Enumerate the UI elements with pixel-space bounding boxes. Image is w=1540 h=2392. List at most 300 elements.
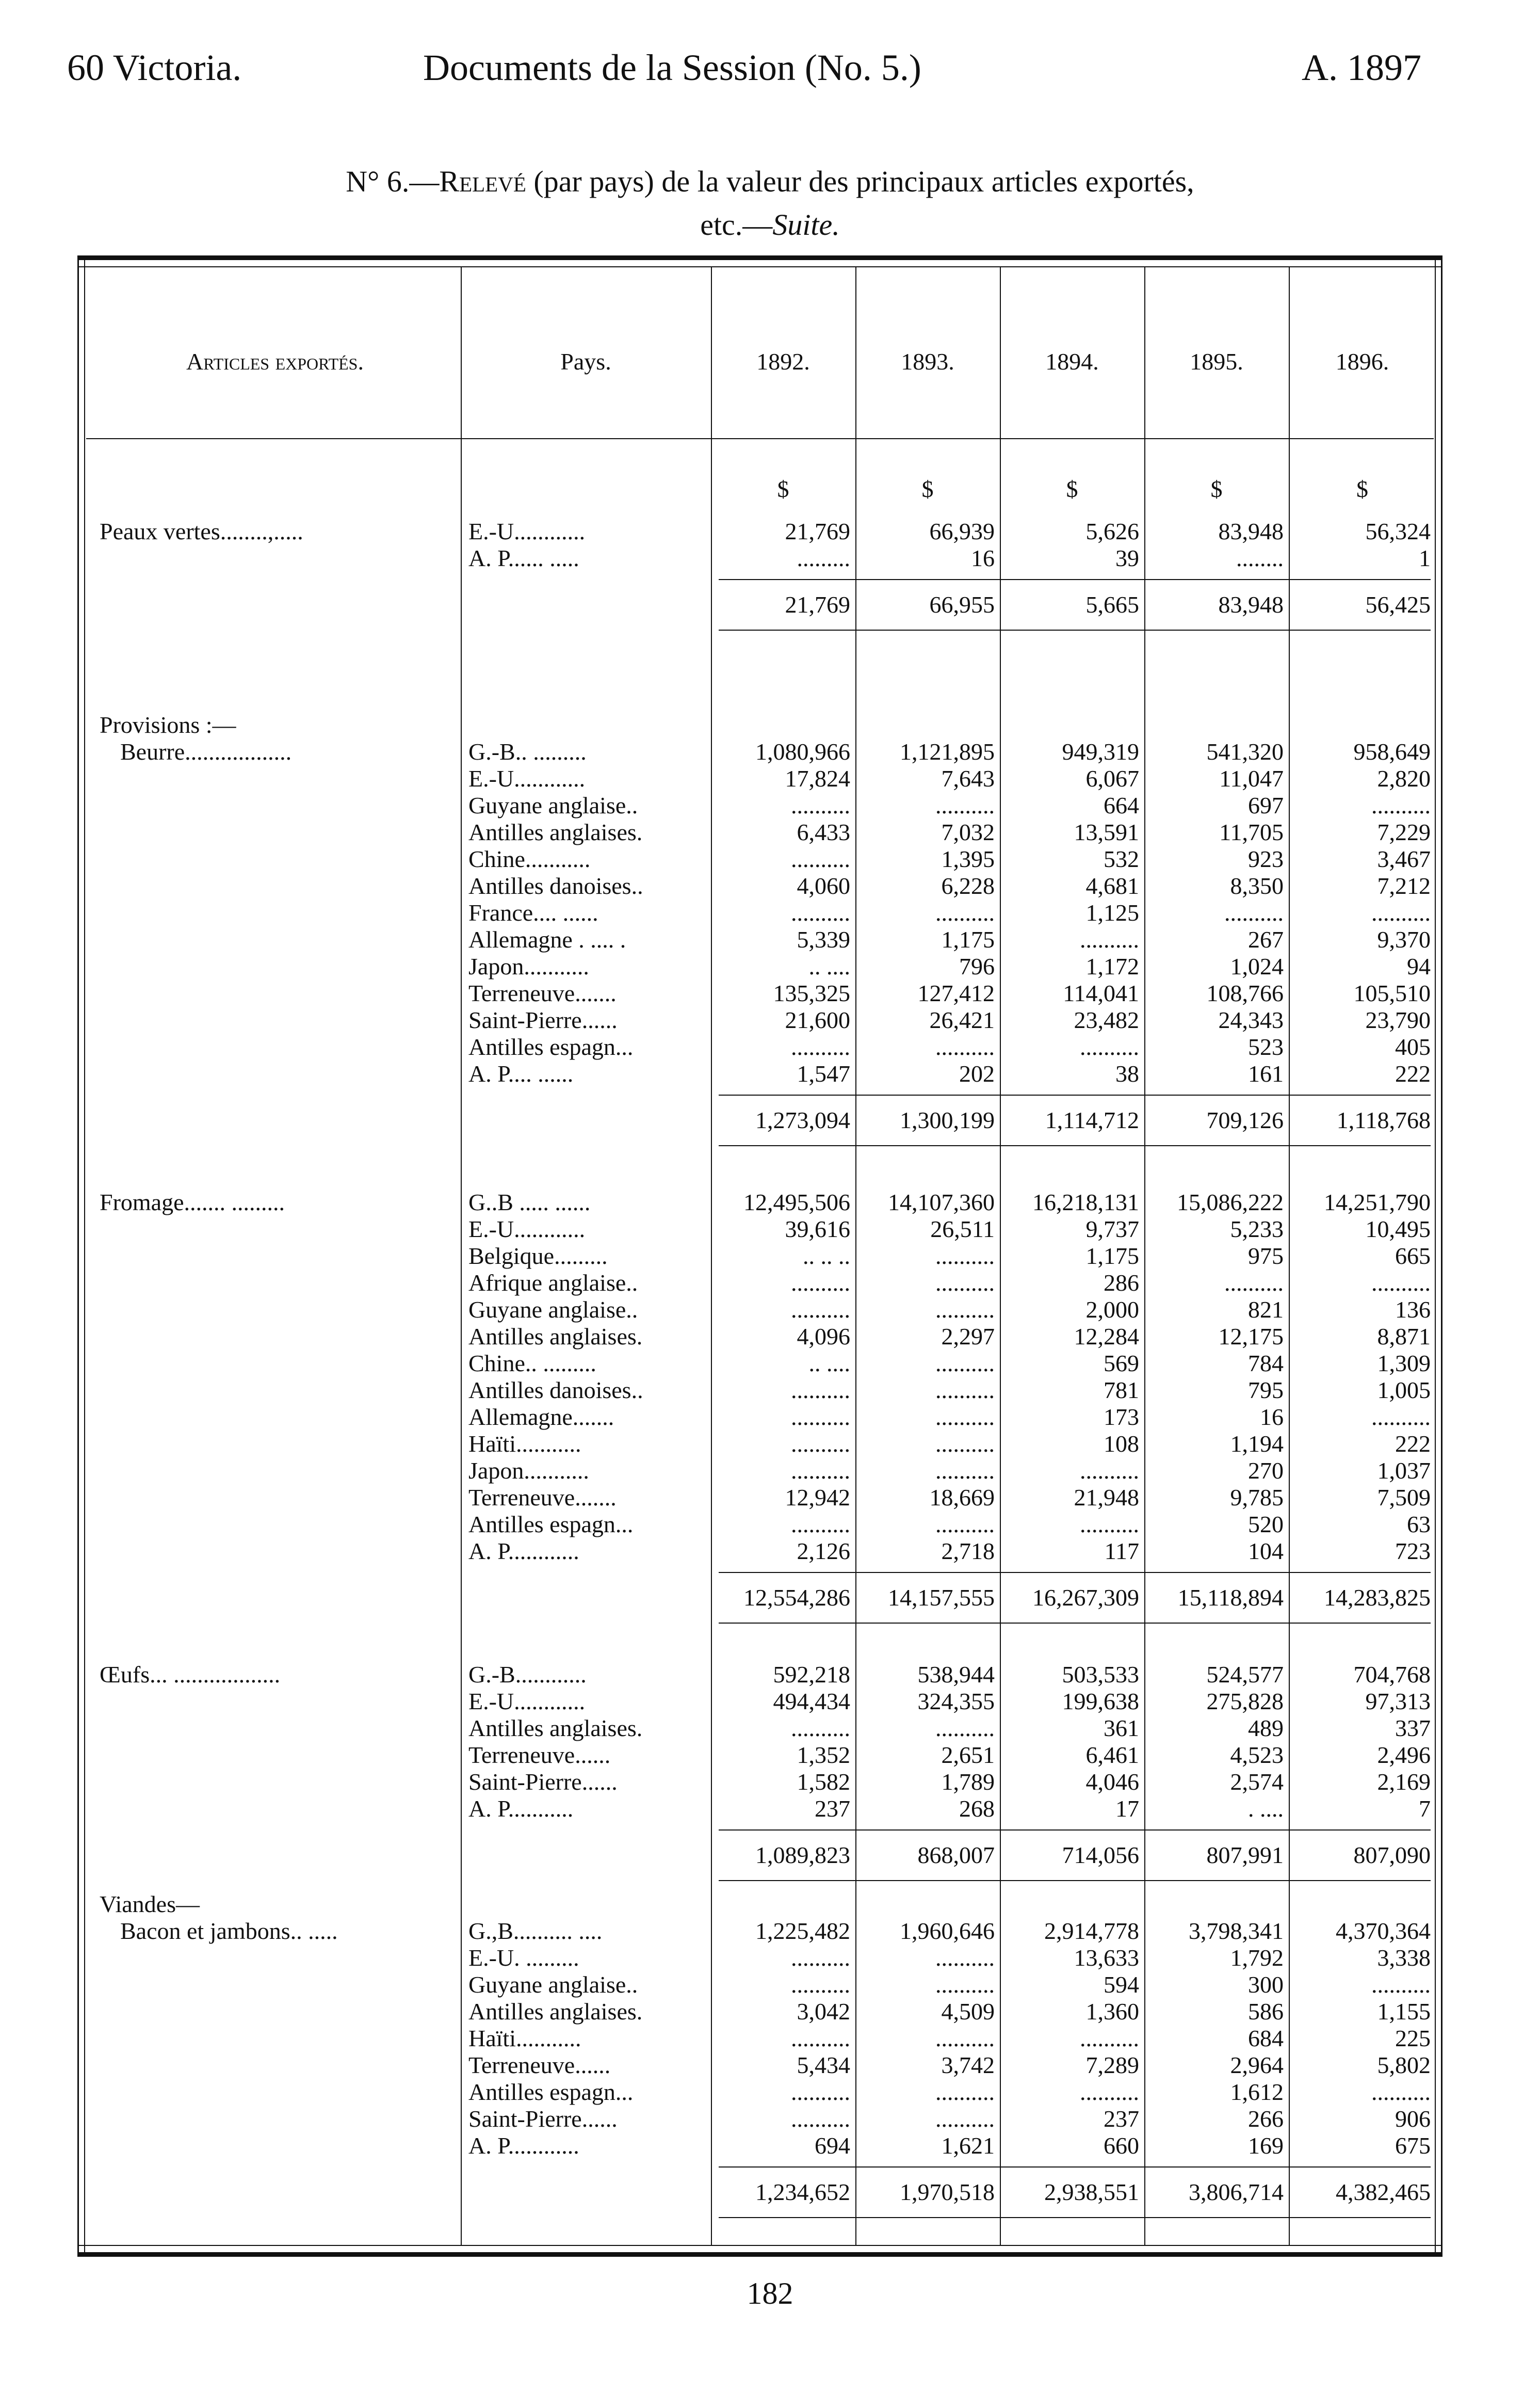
country-cell: Terreneuve....... <box>468 1484 617 1511</box>
country-cell: Japon........... <box>468 1457 589 1484</box>
country-cell: Terreneuve...... <box>468 1742 611 1768</box>
value-cell: 1,005 <box>1377 1377 1431 1403</box>
header-session-year: 60 Victoria. <box>67 47 242 88</box>
title-line2a: etc.— <box>700 208 773 242</box>
value-cell: 94 <box>1407 953 1431 980</box>
value-cell: 12,942 <box>785 1484 850 1511</box>
value-cell: 2,496 <box>1377 1742 1431 1768</box>
value-cell: .......... <box>935 1511 995 1537</box>
value-cell: 6,433 <box>797 819 850 845</box>
value-cell: .......... <box>1371 1270 1431 1296</box>
country-cell: Saint-Pierre...... <box>468 2106 618 2132</box>
country-cell: A. P........... <box>468 1795 574 1822</box>
country-cell: E.-U............ <box>468 1688 586 1714</box>
value-cell: .......... <box>791 1431 850 1457</box>
value-cell: 1,225,482 <box>755 1918 850 1944</box>
country-cell: Saint-Pierre...... <box>468 1007 618 1033</box>
country-cell: Saint-Pierre...... <box>468 1769 618 1795</box>
value-cell: 7,643 <box>941 765 995 792</box>
country-cell: Antilles danoises.. <box>468 873 643 899</box>
subtotal-rule <box>719 579 1431 580</box>
value-cell: 2,820 <box>1377 765 1431 792</box>
value-cell: 18,669 <box>929 1484 995 1511</box>
value-cell: 503,533 <box>1062 1661 1139 1688</box>
title-prefix: N° 6.— <box>346 165 440 198</box>
currency-symbol: $ <box>921 476 934 502</box>
value-cell: 5,339 <box>797 926 850 953</box>
value-cell: .......... <box>935 2025 995 2051</box>
value-cell: 21,600 <box>785 1007 850 1033</box>
country-cell: Guyane anglaise.. <box>468 1296 638 1323</box>
value-cell: .......... <box>1080 2025 1139 2051</box>
total-cell: 1,089,823 <box>755 1842 850 1868</box>
value-cell: 2,574 <box>1230 1769 1284 1795</box>
value-cell: 15,086,222 <box>1177 1189 1284 1215</box>
value-cell: 906 <box>1395 2106 1431 2132</box>
value-cell: 1,960,646 <box>900 1918 995 1944</box>
currency-symbol: $ <box>777 476 789 502</box>
value-cell: .......... <box>1080 2079 1139 2105</box>
value-cell: .......... <box>935 1350 995 1376</box>
value-cell: 958,649 <box>1353 739 1431 765</box>
value-cell: 117 <box>1104 1538 1139 1564</box>
value-cell: 3,042 <box>797 1998 850 2025</box>
country-cell: Chine.. ......... <box>468 1350 596 1376</box>
value-cell: 16 <box>971 545 995 571</box>
value-cell: 3,467 <box>1377 846 1431 872</box>
value-cell: 541,320 <box>1206 739 1284 765</box>
currency-symbol: $ <box>1066 476 1078 502</box>
value-cell: .......... <box>935 1243 995 1269</box>
country-cell: G..B ..... ...... <box>468 1189 591 1215</box>
value-cell: 275,828 <box>1206 1688 1284 1714</box>
value-cell: .......... <box>791 1270 850 1296</box>
value-cell: 1,024 <box>1230 953 1284 980</box>
total-cell: 1,118,768 <box>1336 1107 1431 1133</box>
value-cell: .......... <box>1224 1270 1284 1296</box>
country-cell: E.-U. ......... <box>468 1945 579 1971</box>
value-cell: 795 <box>1248 1377 1284 1403</box>
value-cell: 324,355 <box>917 1688 995 1714</box>
value-cell: 6,067 <box>1085 765 1139 792</box>
total-cell: 3,806,714 <box>1189 2179 1284 2205</box>
value-cell: 108,766 <box>1206 980 1284 1006</box>
value-cell: 237 <box>1104 2106 1139 2132</box>
section-label: Peaux vertes........,..... <box>100 518 303 544</box>
table-rule <box>79 266 1441 267</box>
value-cell: .......... <box>791 2106 850 2132</box>
value-cell: 1,080,966 <box>755 739 850 765</box>
value-cell: 7 <box>1419 1795 1431 1822</box>
section-label: Provisions :— <box>100 712 236 738</box>
section-rule <box>719 1623 1431 1624</box>
value-cell: 1,194 <box>1230 1431 1284 1457</box>
value-cell: 13,591 <box>1074 819 1139 845</box>
value-cell: 586 <box>1248 1998 1284 2025</box>
country-cell: E.-U............ <box>468 1216 586 1242</box>
value-cell: .......... <box>1080 1034 1139 1060</box>
value-cell: 12,284 <box>1074 1323 1139 1350</box>
country-cell: G.-B.. ......... <box>468 739 587 765</box>
value-cell: .......... <box>791 1034 850 1060</box>
value-cell: 6,228 <box>941 873 995 899</box>
value-cell: 97,313 <box>1365 1688 1431 1714</box>
country-cell: Haïti........... <box>468 1431 581 1457</box>
value-cell: 697 <box>1248 792 1284 818</box>
value-cell: 108 <box>1104 1431 1139 1457</box>
value-cell: .......... <box>791 1296 850 1323</box>
value-cell: 26,511 <box>930 1216 995 1242</box>
value-cell: 1,547 <box>797 1061 850 1087</box>
value-cell: 7,509 <box>1377 1484 1431 1511</box>
value-cell: 1,352 <box>797 1742 850 1768</box>
value-cell: 39,616 <box>785 1216 850 1242</box>
total-cell: 1,970,518 <box>900 2179 995 2205</box>
value-cell: 5,233 <box>1230 1216 1284 1242</box>
col-head-articles <box>89 348 461 375</box>
value-cell: 4,060 <box>797 873 850 899</box>
value-cell: 2,000 <box>1085 1296 1139 1323</box>
value-cell: 7,229 <box>1377 819 1431 845</box>
value-cell: 592,218 <box>773 1661 850 1688</box>
value-cell: 222 <box>1395 1061 1431 1087</box>
value-cell: 23,482 <box>1074 1007 1139 1033</box>
header-document-title: Documents de la Session (No. 5.) <box>423 47 921 88</box>
value-cell: 26,421 <box>929 1007 995 1033</box>
value-cell: 4,370,364 <box>1336 1918 1431 1944</box>
country-cell: A. P.... ...... <box>468 1061 574 1087</box>
country-cell: Japon........... <box>468 953 589 980</box>
value-cell: 38 <box>1115 1061 1139 1087</box>
value-cell: 494,434 <box>773 1688 850 1714</box>
value-cell: 524,577 <box>1206 1661 1284 1688</box>
value-cell: 1,125 <box>1085 900 1139 926</box>
country-cell: Guyane anglaise.. <box>468 1971 638 1998</box>
value-cell: 24,343 <box>1218 1007 1284 1033</box>
country-cell: Antilles espagn... <box>468 1511 634 1537</box>
section-rule <box>719 2217 1431 2218</box>
country-cell: A. P............ <box>468 2132 579 2159</box>
value-cell: 7,032 <box>941 819 995 845</box>
value-cell: 594 <box>1104 1971 1139 1998</box>
value-cell: 202 <box>959 1061 995 1087</box>
value-cell: 2,126 <box>797 1538 850 1564</box>
country-cell: Antilles anglaises. <box>468 1323 643 1350</box>
value-cell: 105,510 <box>1353 980 1431 1006</box>
value-cell: 286 <box>1104 1270 1139 1296</box>
value-cell: 127,412 <box>917 980 995 1006</box>
value-cell: 300 <box>1248 1971 1284 1998</box>
total-cell: 709,126 <box>1206 1107 1284 1133</box>
value-cell: 1,175 <box>1085 1243 1139 1269</box>
value-cell: .. .... <box>808 953 850 980</box>
section-rule <box>719 1880 1431 1881</box>
value-cell: .......... <box>791 792 850 818</box>
value-cell: 173 <box>1104 1404 1139 1430</box>
value-cell: .. .... <box>808 1350 850 1376</box>
value-cell: 1,175 <box>941 926 995 953</box>
total-cell: 12,554,286 <box>743 1584 850 1611</box>
value-cell: 135,325 <box>773 980 850 1006</box>
country-cell: Guyane anglaise.. <box>468 792 638 818</box>
section-sublabel: Beurre.................. <box>120 739 292 765</box>
value-cell: .......... <box>791 2025 850 2051</box>
value-cell: 1 <box>1419 545 1431 571</box>
header-year: A. 1897 <box>1302 47 1421 88</box>
table-rule <box>84 260 85 2252</box>
total-cell: 868,007 <box>917 1842 995 1868</box>
country-cell: France.... ...... <box>468 900 598 926</box>
section-rule <box>719 630 1431 631</box>
total-cell: 1,114,712 <box>1045 1107 1139 1133</box>
value-cell: .......... <box>791 1457 850 1484</box>
value-cell: 4,509 <box>941 1998 995 2025</box>
value-cell: 17 <box>1115 1795 1139 1822</box>
country-cell: Chine........... <box>468 846 591 872</box>
value-cell: .......... <box>935 900 995 926</box>
value-cell: .......... <box>935 1715 995 1741</box>
value-cell: 266 <box>1248 2106 1284 2132</box>
total-cell: 21,769 <box>785 591 850 618</box>
section-rule <box>719 1145 1431 1146</box>
value-cell: 83,948 <box>1218 518 1284 544</box>
value-cell: 684 <box>1248 2025 1284 2051</box>
value-cell: 489 <box>1248 1715 1284 1741</box>
value-cell: .......... <box>1080 1457 1139 1484</box>
value-cell: 2,169 <box>1377 1769 1431 1795</box>
value-cell: 11,705 <box>1219 819 1284 845</box>
col-head-pays: Pays. <box>560 348 611 375</box>
total-cell: 4,382,465 <box>1336 2179 1431 2205</box>
value-cell: 1,395 <box>941 846 995 872</box>
col-head-1894: 1894. <box>1045 348 1099 375</box>
value-cell: .......... <box>791 1715 850 1741</box>
value-cell: 4,046 <box>1085 1769 1139 1795</box>
value-cell: 14,251,790 <box>1324 1189 1431 1215</box>
col-head-1892: 1892. <box>756 348 810 375</box>
value-cell: 796 <box>959 953 995 980</box>
value-cell: 2,914,778 <box>1044 1918 1139 1944</box>
value-cell: .......... <box>791 1945 850 1971</box>
section-label: Viandes— <box>100 1891 200 1917</box>
value-cell: 136 <box>1395 1296 1431 1323</box>
value-cell: 114,041 <box>1063 980 1139 1006</box>
total-cell: 714,056 <box>1062 1842 1139 1868</box>
value-cell: 660 <box>1104 2132 1139 2159</box>
value-cell: 12,495,506 <box>743 1189 850 1215</box>
country-cell: Allemagne . .... . <box>468 926 626 953</box>
column-separator <box>461 267 462 2245</box>
total-cell: 2,938,551 <box>1044 2179 1139 2205</box>
value-cell: .......... <box>791 1377 850 1403</box>
value-cell: 4,681 <box>1085 873 1139 899</box>
value-cell: 523 <box>1248 1034 1284 1060</box>
value-cell: 14,107,360 <box>888 1189 995 1215</box>
value-cell: 199,638 <box>1062 1688 1139 1714</box>
value-cell: .......... <box>791 1511 850 1537</box>
value-cell: .......... <box>935 2106 995 2132</box>
section-label: Œufs... .................. <box>100 1661 281 1688</box>
export-table <box>77 255 1442 2257</box>
country-cell: Afrique anglaise.. <box>468 1270 638 1296</box>
value-cell: 8,871 <box>1377 1323 1431 1350</box>
country-cell: Terreneuve...... <box>468 2052 611 2078</box>
value-cell: .......... <box>935 1945 995 1971</box>
total-cell: 5,665 <box>1085 591 1139 618</box>
value-cell: 3,798,341 <box>1189 1918 1284 1944</box>
value-cell: 1,121,895 <box>900 739 995 765</box>
value-cell: 949,319 <box>1062 739 1139 765</box>
country-cell: Belgique......... <box>468 1243 608 1269</box>
value-cell: .. .. .. <box>803 1243 850 1269</box>
value-cell: 13,633 <box>1074 1945 1139 1971</box>
value-cell: 16,218,131 <box>1032 1189 1139 1215</box>
value-cell: ......... <box>797 545 850 571</box>
value-cell: 2,297 <box>941 1323 995 1350</box>
total-cell: 83,948 <box>1218 591 1284 618</box>
country-cell: Haïti........... <box>468 2025 581 2051</box>
header-rule <box>86 438 1434 439</box>
value-cell: .......... <box>1371 1404 1431 1430</box>
value-cell: 1,792 <box>1230 1945 1284 1971</box>
country-cell: Terreneuve....... <box>468 980 617 1006</box>
country-cell: Antilles anglaises. <box>468 819 643 845</box>
country-cell: Antilles danoises.. <box>468 1377 643 1403</box>
country-cell: Antilles espagn... <box>468 1034 634 1060</box>
value-cell: 169 <box>1248 2132 1284 2159</box>
value-cell: .......... <box>1224 900 1284 926</box>
value-cell: 21,769 <box>785 518 850 544</box>
value-cell: 10,495 <box>1365 1216 1431 1242</box>
total-cell: 14,283,825 <box>1324 1584 1431 1611</box>
value-cell: 63 <box>1407 1511 1431 1537</box>
value-cell: .......... <box>1080 1511 1139 1537</box>
value-cell: 267 <box>1248 926 1284 953</box>
value-cell: .......... <box>935 1457 995 1484</box>
value-cell: 6,461 <box>1085 1742 1139 1768</box>
value-cell: 66,939 <box>929 518 995 544</box>
value-cell: 3,742 <box>941 2052 995 2078</box>
section-label: Fromage....... ......... <box>100 1189 285 1215</box>
value-cell: 1,621 <box>941 2132 995 2159</box>
currency-symbol: $ <box>1210 476 1223 502</box>
value-cell: 8,350 <box>1230 873 1284 899</box>
total-cell: 14,157,555 <box>888 1584 995 1611</box>
currency-symbol: $ <box>1356 476 1368 502</box>
value-cell: .......... <box>1371 792 1431 818</box>
value-cell: . .... <box>1248 1795 1284 1822</box>
value-cell: 1,155 <box>1377 1998 1431 2025</box>
country-cell: A. P...... ..... <box>468 545 579 571</box>
value-cell: .......... <box>1371 2079 1431 2105</box>
value-cell: 5,626 <box>1085 518 1139 544</box>
table-rule <box>79 2245 1441 2246</box>
value-cell: 222 <box>1395 1431 1431 1457</box>
value-cell: 16 <box>1260 1404 1284 1430</box>
value-cell: .......... <box>935 1431 995 1457</box>
country-cell: Antilles espagn... <box>468 2079 634 2105</box>
value-cell: 1,582 <box>797 1769 850 1795</box>
subtotal-rule <box>719 1095 1431 1096</box>
value-cell: 664 <box>1104 792 1139 818</box>
value-cell: 4,523 <box>1230 1742 1284 1768</box>
table-title <box>0 160 1540 247</box>
value-cell: 11,047 <box>1219 765 1284 792</box>
value-cell: .......... <box>791 1971 850 1998</box>
title-releve: Relevé <box>439 165 526 198</box>
country-cell: G.,B.......... .... <box>468 1918 603 1944</box>
value-cell: 675 <box>1395 2132 1431 2159</box>
value-cell: 781 <box>1104 1377 1139 1403</box>
subtotal-rule <box>719 2166 1431 2168</box>
value-cell: 665 <box>1395 1243 1431 1269</box>
value-cell: 1,172 <box>1085 953 1139 980</box>
value-cell: 5,802 <box>1377 2052 1431 2078</box>
value-cell: 161 <box>1248 1061 1284 1087</box>
value-cell: 39 <box>1115 545 1139 571</box>
value-cell: 4,096 <box>797 1323 850 1350</box>
total-cell: 807,090 <box>1353 1842 1431 1868</box>
col-head-articles-text: Articles exportés. <box>186 348 364 375</box>
subtotal-rule <box>719 1572 1431 1573</box>
value-cell: .......... <box>791 846 850 872</box>
value-cell: .......... <box>1371 900 1431 926</box>
total-cell: 1,300,199 <box>900 1107 995 1133</box>
country-cell: A. P............ <box>468 1538 579 1564</box>
value-cell: 2,718 <box>941 1538 995 1564</box>
value-cell: 23,790 <box>1365 1007 1431 1033</box>
value-cell: .......... <box>935 1377 995 1403</box>
value-cell: 405 <box>1395 1034 1431 1060</box>
value-cell: 2,651 <box>941 1742 995 1768</box>
value-cell: .......... <box>935 1270 995 1296</box>
value-cell: .......... <box>935 1034 995 1060</box>
value-cell: 694 <box>815 2132 850 2159</box>
value-cell: 12,175 <box>1218 1323 1284 1350</box>
value-cell: 923 <box>1248 846 1284 872</box>
value-cell: 9,785 <box>1230 1484 1284 1511</box>
total-cell: 15,118,894 <box>1177 1584 1284 1611</box>
value-cell: 520 <box>1248 1511 1284 1537</box>
section-sublabel: Bacon et jambons.. ..... <box>120 1918 338 1944</box>
value-cell: 784 <box>1248 1350 1284 1376</box>
value-cell: 569 <box>1104 1350 1139 1376</box>
subtotal-rule <box>719 1829 1431 1831</box>
country-cell: G.-B............ <box>468 1661 587 1688</box>
value-cell: 21,948 <box>1074 1484 1139 1511</box>
value-cell: 17,824 <box>785 765 850 792</box>
value-cell: 56,324 <box>1365 518 1431 544</box>
value-cell: 1,309 <box>1377 1350 1431 1376</box>
value-cell: .......... <box>935 2079 995 2105</box>
country-cell: Allemagne....... <box>468 1404 614 1430</box>
value-cell: 104 <box>1248 1538 1284 1564</box>
value-cell: 2,964 <box>1230 2052 1284 2078</box>
col-head-1896: 1896. <box>1335 348 1389 375</box>
page-number: 182 <box>747 2276 793 2310</box>
value-cell: 7,289 <box>1085 2052 1139 2078</box>
value-cell: .......... <box>791 1404 850 1430</box>
value-cell: 9,737 <box>1085 1216 1139 1242</box>
country-cell: Antilles anglaises. <box>468 1998 643 2025</box>
value-cell: 337 <box>1395 1715 1431 1741</box>
value-cell: 1,612 <box>1230 2079 1284 2105</box>
value-cell: .......... <box>935 792 995 818</box>
value-cell: .......... <box>791 900 850 926</box>
value-cell: 538,944 <box>917 1661 995 1688</box>
value-cell: 723 <box>1395 1538 1431 1564</box>
total-cell: 1,234,652 <box>755 2179 850 2205</box>
